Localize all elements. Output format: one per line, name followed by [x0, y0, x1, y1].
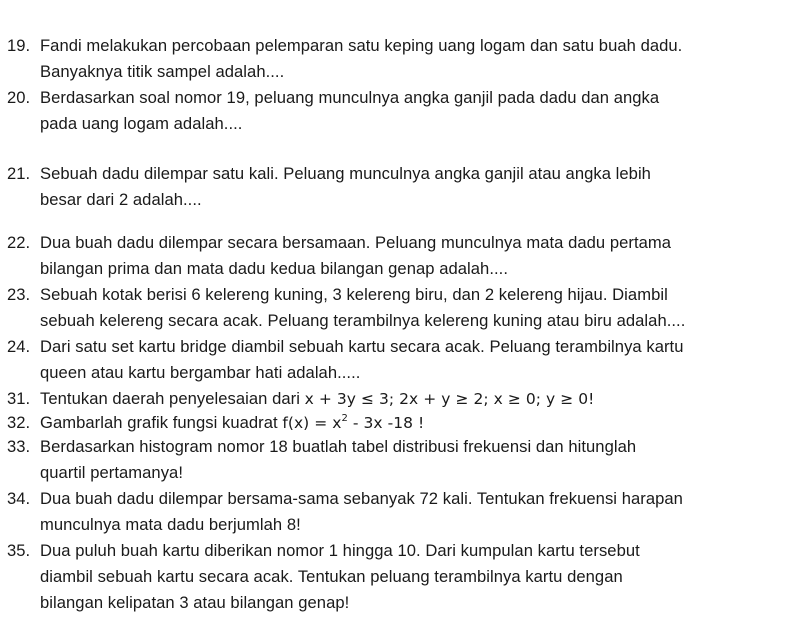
- question-20: [7, 85, 792, 137]
- question-24: [7, 334, 792, 386]
- question-text-line: munculnya mata dadu berjumlah 8!: [40, 515, 301, 534]
- question-19: [7, 33, 792, 85]
- question-number: 33.: [7, 437, 31, 456]
- question-number: 24.: [7, 337, 31, 356]
- question-number: 23.: [7, 285, 31, 304]
- question-number: 31.: [7, 389, 31, 408]
- question-text-line: Banyaknya titik sampel adalah....: [40, 62, 285, 81]
- question-text-line: [7, 410, 792, 436]
- question-text-line: bilangan kelipatan 3 atau bilangan genap!: [40, 593, 350, 612]
- question-23: [7, 282, 792, 334]
- question-number: 32.: [7, 413, 31, 432]
- question-text-line: [7, 386, 792, 412]
- exponent: 2: [341, 412, 348, 424]
- question-text-line: Berdasarkan histogram nomor 18 buatlah tabel distribusi frekuensi dan hitunglah: [40, 437, 637, 456]
- question-34: [7, 486, 792, 538]
- question-33: [7, 434, 792, 486]
- question-text-line: besar dari 2 adalah....: [40, 190, 202, 209]
- question-number: 22.: [7, 233, 31, 252]
- question-number: 35.: [7, 541, 31, 560]
- function-rhs: - 3x -18 !: [347, 414, 425, 432]
- question-number: 20.: [7, 88, 31, 107]
- question-text: Gambarlah grafik fungsi kuadrat: [40, 413, 278, 432]
- question-text-line: Dua puluh buah kartu diberikan nomor 1 hingga 10. Dari kumpulan kartu tersebut: [40, 541, 640, 560]
- question-31: [7, 386, 792, 412]
- question-text-line: Sebuah kotak berisi 6 kelereng kuning, 3 kelereng biru, dan 2 kelereng hijau. Diambil: [40, 285, 668, 304]
- question-number: 21.: [7, 164, 31, 183]
- question-text-line: pada uang logam adalah....: [40, 114, 243, 133]
- question-number: 19.: [7, 36, 31, 55]
- question-number: 34.: [7, 489, 31, 508]
- question-text-line: queen atau kartu bergambar hati adalah.....: [40, 363, 361, 382]
- function-lhs: f(x) = x: [282, 414, 342, 432]
- question-text-line: diambil sebuah kartu secara acak. Tentukan peluang terambilnya kartu dengan: [40, 567, 623, 586]
- question-text-line: sebuah kelereng secara acak. Peluang terambilnya kelereng kuning atau biru adalah....: [40, 311, 686, 330]
- question-35: [7, 538, 792, 616]
- question-text-line: Dari satu set kartu bridge diambil sebuah kartu secara acak. Peluang terambilnya kartu: [40, 337, 684, 356]
- question-text-line: Berdasarkan soal nomor 19, peluang munculnya angka ganjil pada dadu dan angka: [40, 88, 660, 107]
- question-text-line: quartil pertamanya!: [40, 463, 183, 482]
- question-32: [7, 410, 792, 436]
- question-text: Tentukan daerah penyelesaian dari: [40, 389, 300, 408]
- question-text-line: Fandi melakukan percobaan pelemparan satu keping uang logam dan satu buah dadu.: [40, 36, 683, 55]
- question-text-line: Dua buah dadu dilempar bersama-sama sebanyak 72 kali. Tentukan frekuensi harapan: [40, 489, 683, 508]
- question-text-line: Sebuah dadu dilempar satu kali. Peluang munculnya angka ganjil atau angka lebih: [40, 164, 651, 183]
- question-text-line: bilangan prima dan mata dadu kedua bilangan genap adalah....: [40, 259, 508, 278]
- inequality-system: x + 3y ≤ 3; 2x + y ≥ 2; x ≥ 0; y ≥ 0!: [304, 390, 595, 408]
- quadratic-function: [282, 414, 424, 432]
- question-22: [7, 230, 792, 282]
- question-text-line: Dua buah dadu dilempar secara bersamaan. Peluang munculnya mata dadu pertama: [40, 233, 672, 252]
- question-21: [7, 161, 792, 213]
